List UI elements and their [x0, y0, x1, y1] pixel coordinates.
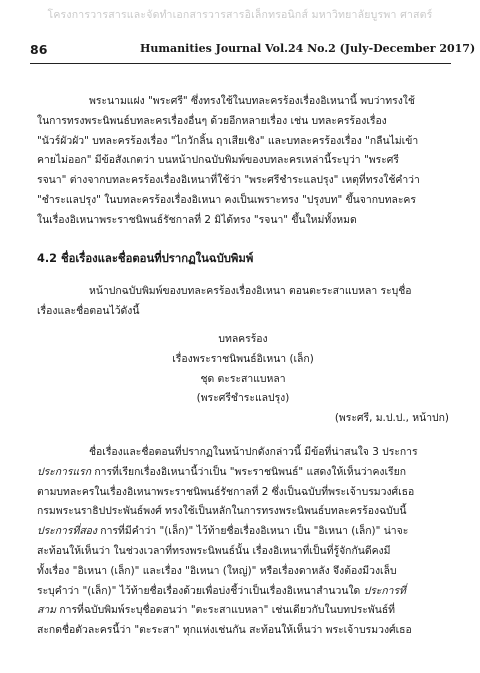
header-rule	[30, 63, 451, 64]
journal-title: Humanities Journal Vol.24 No.2 (July-December 2017)	[140, 42, 476, 55]
text-line: คายไม่ออก" มีข้อสังเกตว่า บนหน้าปกฉบับพิมพ์ของบทละครเหล่านี้ระบุว่า "พระศรี	[37, 154, 399, 167]
text-line: ระบุคำว่า "(เล็ก)" ไว้ท้ายชื่อเรื่องด้วยเพื่อบ่งชี้ว่าเป็นเรื่องอิเหนาสำนวนใด ประการที่	[37, 584, 406, 597]
text-line: ในการทรงพระนิพนธ์บทละครเรื่องอื่นๆ ด้วยอีกหลายเรื่อง เช่น บทละครร้องเรื่อง	[37, 114, 387, 127]
text-line: "ชำระแลปรุง" ในบทละครร้องเรื่องอิเหนา คงเป็นเพราะทรง "ปรุงบท" ขึ้นจากบทละคร	[37, 193, 416, 206]
text-line: ทั้งเรื่อง "อิเหนา (เล็ก)" และเรื่อง "อิเหนา (ใหญ่)" หรือเรื่องดาหลัง จึงต้องมีวงเล็บ	[37, 564, 397, 577]
cover-line: ชุด ตะระสาแบหลา	[200, 372, 286, 385]
paragraph-three-points	[37, 443, 449, 641]
text-line: สะกดชื่อตัวละครนี้ว่า "ตะระสา" ทุกแห่งเช่นกัน สะท้อนให้เห็นว่า พระเจ้าบรมวงศ์เธอ	[37, 624, 412, 637]
section-title: 4.2 ชื่อเรื่องและชื่อตอนที่ปรากฏในฉบับพิมพ์	[37, 251, 254, 265]
text-line: ประการแรก การที่เรียกเรื่องอิเหนานี้ว่าเป็น "พระราชนิพนธ์" แสดงให้เห็นว่าคงเรียก	[37, 465, 406, 478]
cover-line: (พระศรีชำระแลปรุง)	[196, 392, 290, 405]
text-line: รจนา" ต่างจากบทละครร้องเรื่องอิเหนาที่ใช้ว่า "พระศรีชำระแลปรุง" เหตุที่ทรงใช้คำว่า	[37, 174, 420, 187]
cover-line: บทลครร้อง	[218, 332, 268, 345]
italic-phrase: ประการแรก	[37, 465, 92, 478]
text-line: ตามบทละครในเรื่องอิเหนาพระราชนิพนธ์รัชกาลที่ 2 ซึ่งเป็นฉบับที่พระเจ้าบรมวงศ์เธอ	[37, 485, 415, 498]
paragraph-cover-intro	[37, 282, 449, 322]
text-line: กรมพระนราธิปประพันธ์พงศ์ ทรงใช้เป็นหลักในการทรงพระนิพนธ์บทละครร้องฉบับนี้	[37, 505, 407, 518]
paragraph-pen-name	[37, 92, 449, 231]
text-line: พระนามแฝง "พระศรี" ซึ่งทรงใช้ในบทละครร้องเรื่องอิเหนานี้ พบว่าทรงใช้	[89, 95, 415, 107]
text-line: เรื่องและชื่อตอนไว้ดังนี้	[37, 305, 140, 318]
text-line: หน้าปกฉบับพิมพ์ของบทละครร้องเรื่องอิเหนา ตอนตะระสาแบหลา ระบุชื่อ	[89, 285, 412, 298]
italic-phrase: ประการที่สอง	[37, 525, 97, 538]
text-line: สะท้อนให้เห็นว่า ในช่วงเวลาที่ทรงพระนิพนธ์นั้น เรื่องอิเหนาที่เป็นที่รู้จักกันดีคงมี	[37, 544, 391, 557]
page-number: 86	[30, 42, 48, 57]
text-line: "นัวร์ผัวผัว" บทละครร้องเรื่อง "ไกวักลิ้น ฤาเสียเชิง" และบทละครร้องเรื่อง "กลืนไม่เข้า	[37, 134, 419, 147]
text-line: ในเรื่องอิเหนาพระราชนิพนธ์รัชกาลที่ 2 มิได้ทรง "รจนา" ขึ้นใหม่ทั้งหมด	[37, 213, 357, 226]
cover-title-block	[37, 330, 449, 409]
text-line: สาม การที่ฉบับพิมพ์ระบุชื่อตอนว่า "ตะระสาแบหลา" เช่นเดียวกับในบทประพันธ์ที่	[37, 604, 396, 617]
citation: (พระศรี, ม.ป.ป., หน้าปก)	[334, 412, 449, 425]
watermark-text: โครงการวารสารและจัดทำเอกสารวารสารอิเล็กทรอนิกส์ มหาวิทยาลัยบูรพา ศาสตร์	[47, 9, 433, 21]
cover-line: เรื่องพระราชนิพนธ์อิเหนา (เล็ก)	[172, 352, 314, 365]
text-line: ประการที่สอง การที่มีคำว่า "(เล็ก)" ไว้ท้ายชื่อเรื่องอิเหนา เป็น "อิเหนา (เล็ก)" น่าจะ	[37, 525, 409, 538]
page-header	[0, 38, 480, 64]
italic-phrase: สาม	[37, 604, 57, 617]
italic-phrase: ประการที่	[363, 584, 406, 597]
text-line: ชื่อเรื่องและชื่อตอนที่ปรากฏในหน้าปกดังกล่าวนี้ มีข้อที่น่าสนใจ 3 ประการ	[89, 445, 418, 458]
page-body	[37, 92, 449, 641]
